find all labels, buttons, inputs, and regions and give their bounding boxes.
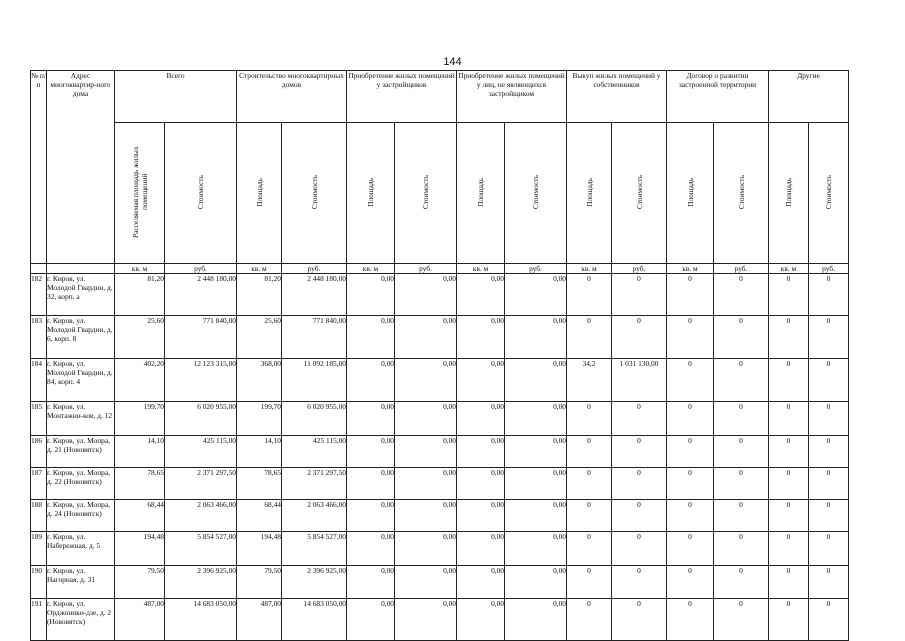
header-col-address: Адрес многоквартир-ного дома [47,71,115,264]
row-value: 0 [769,566,809,599]
resettlement-table [30,70,849,641]
row-value: 0 [667,566,714,599]
row-address: г. Киров, ул. Набережная, д. 5 [47,532,115,566]
row-value: 425 115,00 [282,436,347,468]
row-value: 0 [769,436,809,468]
row-value: 0,00 [347,500,395,532]
row-address: г. Киров, ул. Мопра, д. 24 (Нововятск) [47,500,115,532]
row-value: 14 683 050,00 [165,599,237,641]
row-value: 0,00 [457,402,505,436]
header-group-buyout: Выкуп жилых помещений у собственников [567,71,667,123]
row-value: 0 [769,468,809,500]
table-row [31,500,849,532]
row-value: 0 [769,316,809,359]
row-value: 0 [612,566,667,599]
row-value: 0 [769,359,809,402]
row-value: 0 [667,500,714,532]
unit-label: руб. [282,264,347,274]
row-value: 0 [714,359,769,402]
row-value: 0,00 [347,402,395,436]
row-value: 6 020 955,00 [165,402,237,436]
row-value: 0 [567,436,612,468]
row-value: 199,70 [237,402,282,436]
row-value: 0,00 [347,532,395,566]
unit-label: руб. [714,264,769,274]
header-group-development-contract: Договор о развитии застроенной территории [667,71,769,123]
row-value: 0 [612,274,667,316]
row-value: 0 [567,402,612,436]
row-value: 199,70 [115,402,165,436]
row-value: 0 [612,599,667,641]
row-value: 0 [714,599,769,641]
units-spacer-address [47,264,115,274]
row-value: 68,44 [115,500,165,532]
page-number: 144 [443,56,462,68]
row-address: г. Киров, ул. Молодой Гвардии, д. 32, корп. а [47,274,115,316]
header-other-cost: Стоимость [809,123,849,264]
row-value: 0 [612,532,667,566]
table-row [31,436,849,468]
row-value: 0 [667,599,714,641]
row-value: 771 840,00 [282,316,347,359]
header-contract-cost: Стоимость [714,123,769,264]
row-value: 0 [769,402,809,436]
row-number: 188 [31,500,47,532]
row-value: 79,50 [237,566,282,599]
row-value: 368,00 [237,359,282,402]
row-value: 25,60 [237,316,282,359]
row-value: 0,00 [457,359,505,402]
header-group-total: Всего [115,71,237,123]
header-contract-area: Площадь [667,123,714,264]
row-value: 12 123 315,00 [165,359,237,402]
row-value: 0,00 [395,436,457,468]
row-value: 0 [714,566,769,599]
row-value: 0,00 [395,599,457,641]
unit-label: руб. [165,264,237,274]
unit-label: кв. м [667,264,714,274]
row-value: 402,20 [115,359,165,402]
row-value: 0 [809,500,849,532]
row-number: 190 [31,566,47,599]
row-value: 11 092 185,00 [282,359,347,402]
row-value: 0 [809,468,849,500]
table-row [31,599,849,641]
row-value: 0,00 [505,402,567,436]
row-value: 0 [667,468,714,500]
row-value: 0,00 [505,500,567,532]
row-value: 5 854 527,00 [282,532,347,566]
row-value: 2 063 466,00 [165,500,237,532]
row-value: 0,00 [395,500,457,532]
row-value: 0,00 [457,500,505,532]
row-value: 0 [567,599,612,641]
row-value: 2 396 925,00 [282,566,347,599]
row-value: 0 [667,402,714,436]
row-address: г. Киров, ул. Монтажни-ков, д. 12 [47,402,115,436]
row-value: 194,48 [115,532,165,566]
unit-label: кв. м [115,264,165,274]
row-value: 0,00 [457,436,505,468]
row-value: 0,00 [395,468,457,500]
row-value: 0,00 [457,566,505,599]
row-value: 771 840,00 [165,316,237,359]
row-value: 14 683 050,00 [282,599,347,641]
row-number: 185 [31,402,47,436]
row-value: 0,00 [395,532,457,566]
row-address: г. Киров, ул. Нагорная, д. 31 [47,566,115,599]
table-row [31,402,849,436]
row-value: 5 854 527,00 [165,532,237,566]
unit-label: кв. м [237,264,282,274]
row-value: 0,00 [505,316,567,359]
row-value: 0 [809,532,849,566]
row-value: 0 [809,436,849,468]
row-value: 487,00 [115,599,165,641]
row-value: 0 [567,468,612,500]
row-number: 187 [31,468,47,500]
row-value: 0,00 [395,359,457,402]
row-value: 0 [612,436,667,468]
row-value: 0 [809,402,849,436]
row-address: г. Киров, ул. Молодой Гвардии, д. 84, корп. 4 [47,359,115,402]
row-value: 0,00 [347,274,395,316]
row-value: 0 [567,274,612,316]
header-group-construction: Строительство многоквартирных домов [237,71,347,123]
row-value: 0 [667,532,714,566]
header-purchase-nondev-area: Площадь [457,123,505,264]
row-value: 2 448 180,00 [282,274,347,316]
row-value: 0 [667,274,714,316]
header-col-no: № п/п [31,71,47,264]
table-row [31,566,849,599]
row-value: 0 [612,500,667,532]
units-spacer-no [31,264,47,274]
header-buyout-area: Площадь [567,123,612,264]
row-value: 0 [612,468,667,500]
header-group-purchase-non-developers: Приобретение жилых помещений у лиц, не являющихся застройщиком [457,71,567,123]
row-value: 0,00 [395,566,457,599]
row-value: 2 371 297,50 [282,468,347,500]
row-value: 0,00 [347,566,395,599]
row-value: 0 [714,274,769,316]
row-number: 182 [31,274,47,316]
row-value: 0 [714,468,769,500]
row-number: 186 [31,436,47,468]
header-purchase-nondev-cost: Стоимость [505,123,567,264]
row-value: 0 [567,532,612,566]
row-value: 0 [809,599,849,641]
row-value: 68,44 [237,500,282,532]
row-value: 0 [714,316,769,359]
header-purchase-dev-cost: Стоимость [395,123,457,264]
table-body [31,274,849,641]
row-value: 2 063 466,00 [282,500,347,532]
row-value: 0,00 [505,566,567,599]
row-value: 0,00 [457,468,505,500]
row-value: 0 [809,274,849,316]
row-address: г. Киров, ул. Мопра, д. 22 (Нововятск) [47,468,115,500]
unit-label: руб. [505,264,567,274]
row-value: 78,65 [237,468,282,500]
row-number: 183 [31,316,47,359]
row-value: 0,00 [457,274,505,316]
row-value: 0,00 [347,436,395,468]
row-value: 0 [567,316,612,359]
row-value: 2 448 180,00 [165,274,237,316]
row-value: 0,00 [505,532,567,566]
row-address: г. Киров, ул. Орджоники-дзе, д. 2 (Нововятск) [47,599,115,641]
row-value: 0 [809,316,849,359]
header-construction-area: Площадь [237,123,282,264]
table-row [31,274,849,316]
row-value: 0,00 [395,316,457,359]
row-number: 189 [31,532,47,566]
row-value: 1 031 130,00 [612,359,667,402]
row-value: 2 396 925,00 [165,566,237,599]
row-value: 14,10 [237,436,282,468]
row-value: 0 [667,359,714,402]
unit-label: кв. м [567,264,612,274]
unit-label: кв. м [769,264,809,274]
row-value: 0 [567,566,612,599]
row-value: 0,00 [457,532,505,566]
row-value: 0,00 [347,468,395,500]
unit-label: руб. [809,264,849,274]
header-other-area: Площадь [769,123,809,264]
row-value: 0,00 [457,316,505,359]
units-row [31,264,849,274]
header-buyout-cost: Стоимость [612,123,667,264]
unit-label: руб. [612,264,667,274]
row-value: 2 371 297,50 [165,468,237,500]
row-value: 81,20 [115,274,165,316]
row-value: 0,00 [505,468,567,500]
row-value: 0,00 [505,274,567,316]
header-total-area: Расселяемая площадь жилых помещений [115,123,165,264]
row-value: 0 [612,402,667,436]
row-number: 191 [31,599,47,641]
row-value: 0,00 [347,316,395,359]
row-value: 0,00 [347,359,395,402]
table-row [31,468,849,500]
row-value: 0,00 [347,599,395,641]
row-address: г. Киров, ул. Мопра, д. 21 (Нововятск) [47,436,115,468]
unit-label: кв. м [457,264,505,274]
row-value: 0 [567,500,612,532]
row-value: 0 [714,402,769,436]
row-value: 79,50 [115,566,165,599]
header-group-other: Другие [769,71,849,123]
row-value: 0 [612,316,667,359]
row-value: 78,65 [115,468,165,500]
header-purchase-dev-area: Площадь [347,123,395,264]
row-value: 0,00 [395,402,457,436]
table-row [31,359,849,402]
row-value: 0 [809,359,849,402]
row-value: 34,2 [567,359,612,402]
table-row [31,316,849,359]
table-row [31,532,849,566]
unit-label: кв. м [347,264,395,274]
row-value: 0 [769,532,809,566]
row-address: г. Киров, ул. Молодой Гвардии, д. 6, корп. 8 [47,316,115,359]
row-value: 0,00 [505,436,567,468]
row-value: 0,00 [457,599,505,641]
row-value: 0 [667,316,714,359]
row-value: 14,10 [115,436,165,468]
row-value: 0 [769,599,809,641]
row-value: 425 115,00 [165,436,237,468]
header-construction-cost: Стоимость [282,123,347,264]
row-value: 194,48 [237,532,282,566]
row-value: 0 [714,532,769,566]
header-total-cost: Стоимость [165,123,237,264]
row-number: 184 [31,359,47,402]
row-value: 6 020 955,00 [282,402,347,436]
row-value: 0 [714,500,769,532]
row-value: 0 [769,500,809,532]
row-value: 25,60 [115,316,165,359]
row-value: 0 [714,436,769,468]
row-value: 0,00 [395,274,457,316]
unit-label: руб. [395,264,457,274]
row-value: 0 [809,566,849,599]
row-value: 0 [667,436,714,468]
row-value: 0,00 [505,599,567,641]
row-value: 81,20 [237,274,282,316]
row-value: 487,00 [237,599,282,641]
row-value: 0,00 [505,359,567,402]
row-value: 0 [769,274,809,316]
header-group-purchase-developers: Приобретение жилых помещений у застройщиков [347,71,457,123]
